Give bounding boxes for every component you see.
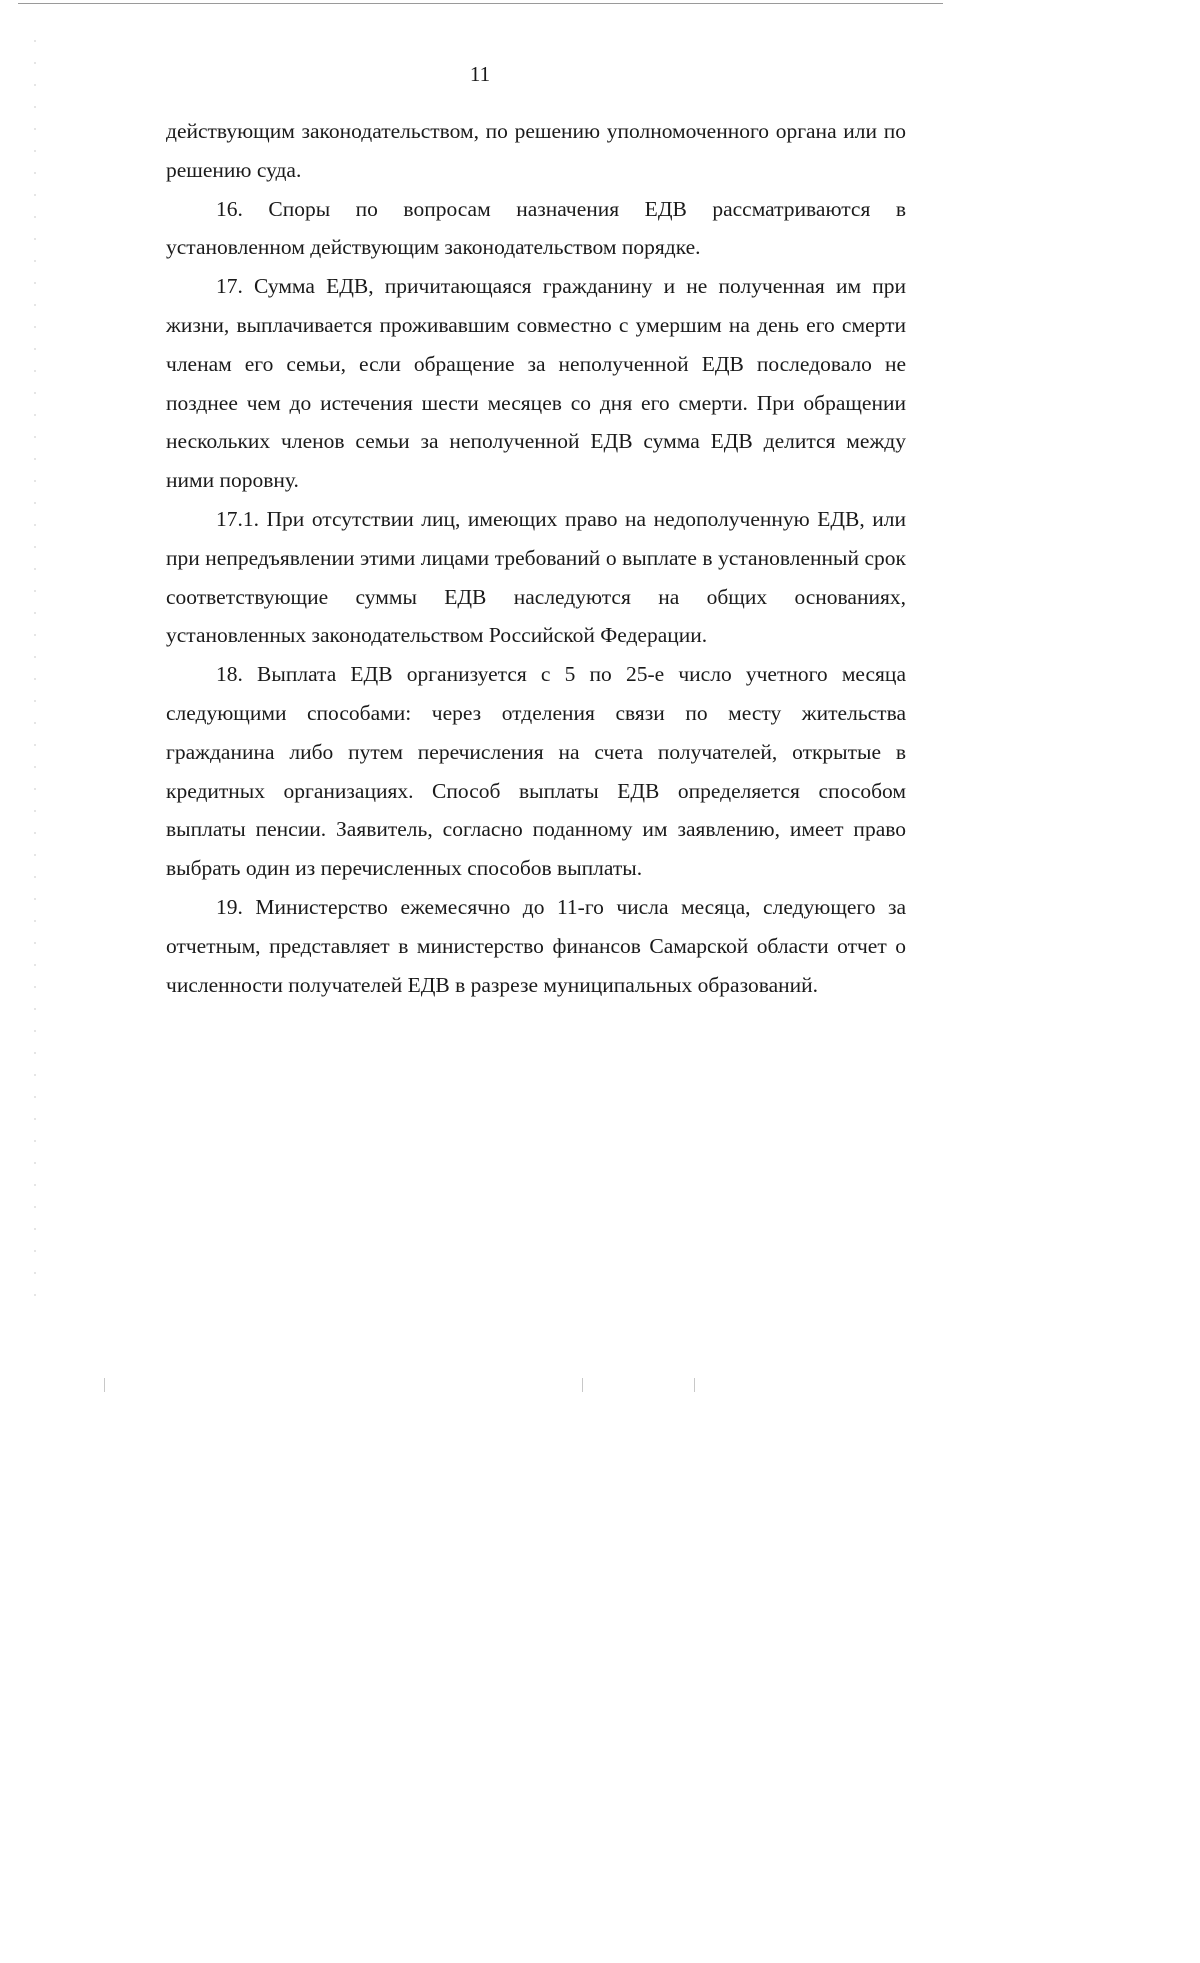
- paragraph-item-17: 17. Сумма ЕДВ, причитающаяся гражданину и не полученная им при жизни, выплачивается проживавшим совместно с умершим на день его смерти членам его семьи, если обращение за неполученной ЕДВ последовало не позднее чем до истечения шести месяцев со дня его смерти. При обращении нескольких членов семьи за неполученной ЕДВ сумма ЕДВ делится между ними поровну.: [166, 274, 906, 493]
- paragraph-item-17-1: 17.1. При отсутствии лиц, имеющих право на недополученную ЕДВ, или при непредъявлении этими лицами требований о выплате в установленный срок соответствующие суммы ЕДВ наследуются на общих основаниях, установленных законодательством Российской Федерации.: [166, 506, 906, 648]
- paragraph-item-18: 18. Выплата ЕДВ организуется с 5 по 25-е число учетного месяца следующими способами: через отделения связи по месту жительства гражданина либо путем перечисления на счета получателей, открытые в кредитных организациях. Способ выплаты ЕДВ определяется способом выплаты пенсии. Заявитель, согласно поданному им заявлению, имеет право выбрать один из перечисленных способов выплаты.: [166, 662, 906, 881]
- scan-mark: [582, 1378, 583, 1392]
- paragraph-item-19: 19. Министерство ежемесячно до 11-го числа месяца, следующего за отчетным, представляет в министерство финансов Самарской области отчет о численности получателей ЕДВ в разрезе муниципальных образований.: [166, 894, 906, 997]
- scan-top-edge: [18, 3, 943, 4]
- scan-mark: [694, 1378, 695, 1392]
- document-body: [166, 112, 906, 1004]
- page-number: 11: [469, 62, 491, 86]
- scan-mark: [104, 1378, 105, 1392]
- paragraph-continuation: действующим законодательством, по решению уполномоченного органа или по решению суда.: [166, 119, 906, 182]
- scan-bottom-marks: [0, 1378, 960, 1398]
- paragraph-item-16: 16. Споры по вопросам назначения ЕДВ рассматриваются в установленном действующим законодательством порядке.: [166, 196, 906, 260]
- scan-margin-noise: [34, 40, 36, 1300]
